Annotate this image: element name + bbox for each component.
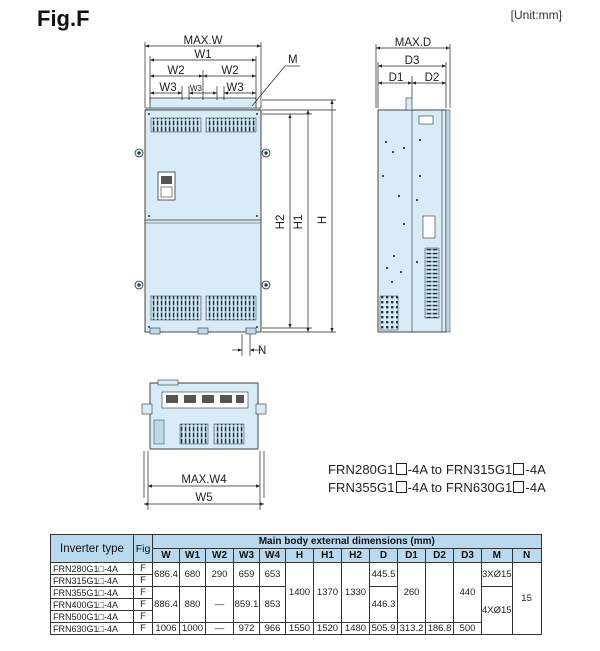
- cell-h2: 1480: [342, 623, 370, 635]
- label-w3-left: W3: [159, 82, 177, 94]
- col-header: D1: [398, 549, 426, 563]
- fig-cell: F: [134, 611, 153, 623]
- fig-cell: F: [134, 575, 153, 587]
- model-cell: FRN630G1□-4A: [51, 623, 134, 635]
- side-view: [378, 98, 450, 332]
- cell-m: 3XØ15: [482, 563, 513, 587]
- model-cell: FRN500G1□-4A: [51, 611, 134, 623]
- label-max-w: MAX.W: [183, 35, 223, 47]
- cell-h: 1550: [286, 623, 314, 635]
- col-header: W3: [234, 549, 260, 563]
- cell-d: 445.5: [370, 563, 398, 587]
- model-cell: FRN280G1□-4A: [51, 563, 134, 575]
- header-main-dimensions: Main body external dimensions (mm): [153, 535, 542, 549]
- cell-w1: 1000: [180, 623, 206, 635]
- label-w3-small: W3: [190, 84, 202, 93]
- col-header: M: [482, 549, 513, 563]
- col-header: W4: [260, 549, 286, 563]
- label-m: M: [288, 54, 298, 66]
- label-w2-right: W2: [221, 65, 239, 77]
- cell-w4: 653: [260, 563, 286, 587]
- label-w3-right: W3: [226, 82, 244, 94]
- model-cell: FRN315G1□-4A: [51, 575, 134, 587]
- cell-n: 15: [512, 563, 541, 635]
- cell-w: 1006: [153, 623, 180, 635]
- cell-m: 4XØ15: [482, 587, 513, 635]
- label-h2: H2: [275, 214, 287, 230]
- fig-cell: F: [134, 587, 153, 599]
- cell-h: 1400: [286, 563, 314, 623]
- unit-label: [Unit:mm]: [510, 8, 562, 22]
- cell-w4: 853: [260, 587, 286, 623]
- label-w1: W1: [194, 49, 212, 61]
- col-header: D2: [426, 549, 454, 563]
- cell-h1: 1520: [314, 623, 342, 635]
- cell-w2: —: [206, 623, 234, 635]
- cell-h1: 1370: [314, 563, 342, 623]
- cell-w3: 972: [234, 623, 260, 635]
- figure-title: Fig.F: [37, 6, 90, 31]
- cell-w1: 680: [180, 563, 206, 587]
- label-w2-left: W2: [167, 65, 185, 77]
- cell-d2: [426, 563, 454, 623]
- col-header: D3: [454, 549, 482, 563]
- bottom-view: [142, 380, 266, 449]
- cell-w3: 859.1: [234, 587, 260, 623]
- label-max-d: MAX.D: [394, 37, 432, 49]
- label-h1: H1: [293, 214, 305, 230]
- label-d1: D1: [388, 72, 404, 84]
- cell-d: 446.3: [370, 587, 398, 623]
- cell-d2: 186.8: [426, 623, 454, 635]
- front-view: [135, 98, 270, 334]
- fig-cell: F: [134, 599, 153, 611]
- label-n: N: [258, 345, 267, 357]
- col-header: N: [512, 549, 541, 563]
- col-header: W2: [206, 549, 234, 563]
- label-d2: D2: [424, 72, 440, 84]
- col-header: D: [370, 549, 398, 563]
- cell-h2: 1330: [342, 563, 370, 623]
- models-caption-line-1: FRN280G1 -4A to FRN315G1 -4A: [328, 462, 546, 477]
- cell-w4: 966: [260, 623, 286, 635]
- header-inverter-type: Inverter type: [51, 535, 134, 563]
- cell-d3: 440: [454, 563, 482, 623]
- model-cell: FRN400G1□-4A: [51, 599, 134, 611]
- label-d3: D3: [404, 55, 420, 67]
- cell-w3: 659: [234, 563, 260, 587]
- header-fig: Fig: [134, 535, 153, 563]
- fig-cell: F: [134, 623, 153, 635]
- cell-w: 886.4: [153, 587, 180, 623]
- cell-w1: 880: [180, 587, 206, 623]
- dimensions-table: [50, 534, 542, 635]
- cell-d1: 313.2: [398, 623, 426, 635]
- label-h: H: [317, 215, 329, 225]
- models-caption-line-2: FRN355G1 -4A to FRN630G1 -4A: [328, 480, 546, 495]
- label-w5: W5: [195, 492, 213, 504]
- col-header: H: [286, 549, 314, 563]
- cell-w2: 290: [206, 563, 234, 587]
- cell-d3: 500: [454, 623, 482, 635]
- col-header: H2: [342, 549, 370, 563]
- cell-d1: 260: [398, 563, 426, 623]
- col-header: H1: [314, 549, 342, 563]
- fig-cell: F: [134, 563, 153, 575]
- col-header: W: [153, 549, 180, 563]
- cell-w: 686.4: [153, 563, 180, 587]
- cell-d: 505.9: [370, 623, 398, 635]
- cell-w2: —: [206, 587, 234, 623]
- label-max-w4: MAX.W4: [181, 474, 227, 486]
- col-header: W1: [180, 549, 206, 563]
- model-cell: FRN355G1□-4A: [51, 587, 134, 599]
